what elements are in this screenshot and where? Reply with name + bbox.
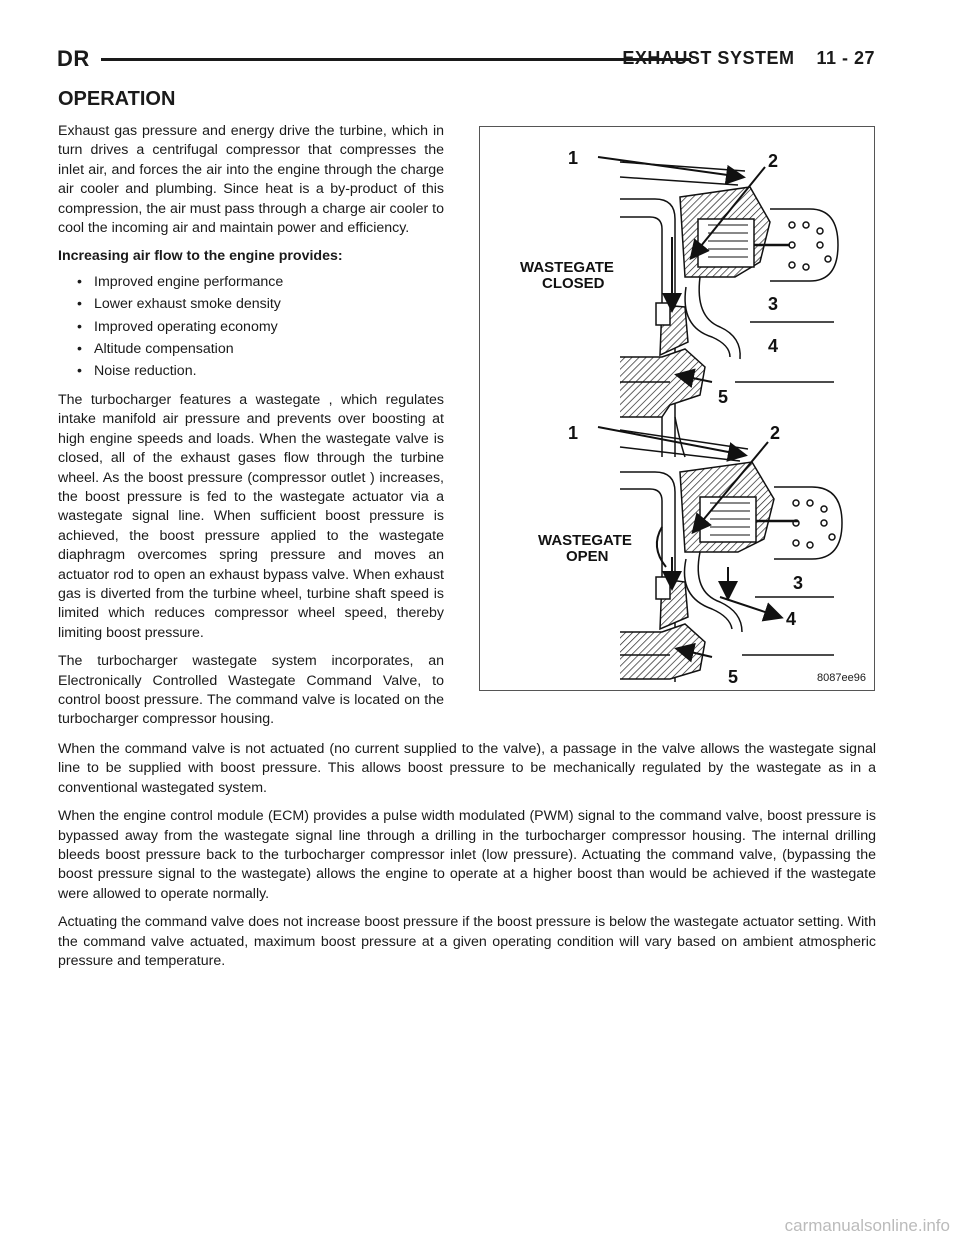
command-valve-paragraph: The turbocharger wastegate system incorporates, an Electronically Controlled Wastegate Command Valve, to control boost pressure. The command valve is located on the turbocharger compressor housing.	[58, 653, 444, 728]
section-title: OPERATION	[58, 88, 176, 110]
list-item: • Noise reduction.	[58, 360, 444, 382]
callout-3-open: 3	[793, 573, 804, 593]
header-section-title: EXHAUST SYSTEM	[622, 48, 795, 68]
wastegate-figure	[479, 126, 875, 691]
callout-2-open: 2	[770, 423, 781, 443]
diagram-closed	[598, 157, 838, 457]
closed-label-line2: CLOSED	[542, 275, 605, 292]
callout-3-closed: 3	[768, 294, 779, 314]
open-label-line1: WASTEGATE	[538, 532, 632, 549]
footer-watermark[interactable]: carmanualsonline.info	[784, 1216, 950, 1235]
callout-5-open: 5	[728, 667, 739, 687]
callout-1-closed: 1	[568, 148, 579, 168]
wastegate-paragraph: The turbocharger features a wastegate , which regulates intake manifold air pressure and prevents over boosting at high engine speeds and loads. When the wastegate valve is closed, all of the exhaust gases flow through the turbine wheel. As the boost pressure (compressor outlet ) increases, the boost pressure is fed to the wastegate actuator via a wastegate signal line. When sufficient boost pressure is achieved, the boost pressure applied to the wastegate diaphragm overcomes spring pressure and moves an actuator rod to open an exhaust bypass valve. When exhaust gas is diverted from the turbine wheel, turbine shaft speed is limited which reduces compressor wheel speed, thereby limiting boost pressure.	[58, 391, 444, 641]
callout-5-closed: 5	[718, 387, 729, 407]
diagram-open	[598, 427, 842, 682]
ecm-paragraph: When the engine control module (ECM) provides a pulse width modulated (PWM) signal to the command valve, boost pressure is bypassed away from the wastegate signal line through a drilling in the turbocharger compressor housing. The internal drilling bleeds boost pressure back to the turbocharger compressor inlet (low pressure). Actuating the command valve, (bypassing the boost pressure signal to the wastegate) allows the engine to operate at a higher boost than would be achieved if the wastegate were allowed to operate normally.	[58, 808, 876, 902]
not-actuated-paragraph: When the command valve is not actuated (no current supplied to the valve), a passage in the valve allows the wastegate signal line to be supplied with boost pressure. This allows boost pressure to be mechanically regulated by the wastegate as in a conventional wastegated system.	[58, 741, 876, 796]
callout-1-open: 1	[568, 423, 579, 443]
closed-label-line1: WASTEGATE	[520, 259, 614, 276]
full-width-text	[58, 740, 876, 980]
list-item: • Lower exhaust smoke density	[58, 293, 444, 315]
intro-paragraph: Exhaust gas pressure and energy drive the turbine, which in turn drives a centrifugal compressor that compresses the inlet air, and forces the air into the engine through the charge air cooler and plumbing. Since heat is a by-product of this compression, the air must pass through a charge air cooler to cool the incoming air and maintain power and efficiency.	[58, 123, 444, 237]
page-header	[57, 46, 875, 72]
callout-2-closed: 2	[768, 151, 779, 171]
figure-caption: 8087ee96	[817, 672, 866, 684]
callout-4-open: 4	[786, 609, 797, 629]
airflow-lead: Increasing air flow to the engine provides:	[58, 248, 343, 265]
header-rule	[101, 58, 691, 61]
list-item: • Improved operating economy	[58, 316, 444, 338]
left-column	[58, 122, 444, 739]
list-item: • Improved engine performance	[58, 271, 444, 293]
callout-4-closed: 4	[768, 336, 779, 356]
list-item: • Altitude compensation	[58, 338, 444, 360]
open-label-line2: OPEN	[566, 548, 609, 565]
actuating-paragraph: Actuating the command valve does not increase boost pressure if the boost pressure is below the wastegate actuator setting. With the command valve actuated, maximum boost pressure at a given operating condition will vary based on ambient atmospheric pressure and temperature.	[58, 914, 876, 970]
benefits-list	[58, 271, 444, 383]
header-section	[622, 48, 875, 69]
header-page-number: 11 - 27	[816, 48, 875, 68]
header-model-code: DR	[57, 46, 90, 71]
